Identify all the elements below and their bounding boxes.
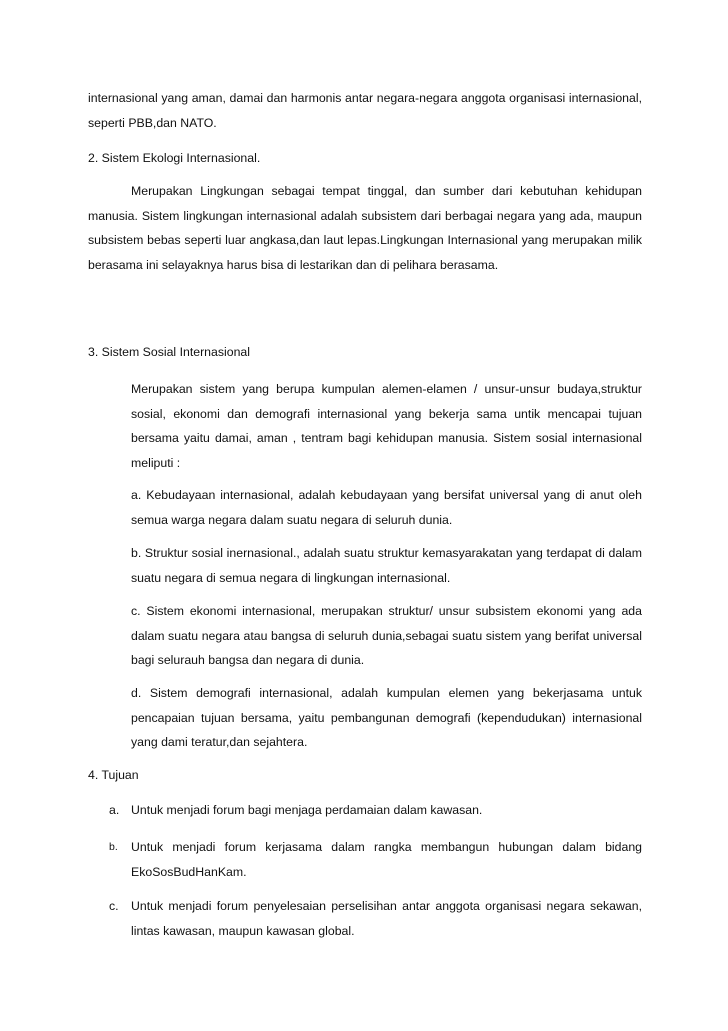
heading-tujuan: 4. Tujuan bbox=[88, 768, 139, 782]
paragraph-ekologi: Merupakan Lingkungan sebagai tempat tinggal, dan sumber dari kebutuhan kehidupan manusia. Sistem lingkungan internasional adalah subsistem dari berbagai negara yang ada, maupun subsistem bebas seperti luar angkasa,dan laut lepas.Lingkungan Internasional yang merupakan milik berasama ini selayaknya harus bisa di lestarikan dan di pelihara berasama. bbox=[88, 184, 642, 272]
paragraph-intro: internasional yang aman, damai dan harmonis antar negara-negara anggota organisasi internasional, seperti PBB,dan NATO. bbox=[88, 91, 642, 130]
list-label: a. bbox=[109, 803, 120, 817]
list-text: Untuk menjadi forum kerjasama dalam rangka membangun hubungan dalam bidang EkoSosBudHanKam. bbox=[131, 840, 642, 879]
paragraph-ekonomi: c. Sistem ekonomi internasional, merupakan struktur/ unsur subsistem ekonomi yang ada dalam suatu negara atau bangsa di seluruh dunia,sebagai suatu sistem yang berifat universal bagi selurauh bangsa dan negara di dunia. bbox=[131, 604, 642, 667]
heading-sosial: 3. Sistem Sosial Internasional bbox=[88, 345, 250, 359]
list-label: b. bbox=[109, 841, 118, 853]
list-label: c. bbox=[109, 899, 119, 913]
paragraph-kebudayaan: a. Kebudayaan internasional, adalah kebudayaan yang bersifat universal yang di anut oleh semua warga negara dalam suatu negara di seluruh dunia. bbox=[131, 488, 642, 527]
list-text: Untuk menjadi forum penyelesaian perselisihan antar anggota organisasi negara sekawan, lintas kawasan, maupun kawasan global. bbox=[131, 899, 642, 938]
paragraph-demografi: d. Sistem demografi internasional, adalah kumpulan elemen yang bekerjasama untuk pencapaian tujuan bersama, yaitu pembangunan demografi (kependudukan) internasional yang dami teratur,dan sejahtera. bbox=[131, 686, 642, 749]
heading-ekologi: 2. Sistem Ekologi Internasional. bbox=[88, 151, 261, 165]
paragraph-sosial: Merupakan sistem yang berupa kumpulan alemen-elamen / unsur-unsur budaya,struktur sosial, ekonomi dan demografi internasional yang bekerja sama untik mencapai tujuan bersama yaitu damai, aman , tentram bagi kehidupan manusia. Sistem sosial internasional meliputi : bbox=[131, 382, 642, 470]
list-text: Untuk menjadi forum bagi menjaga perdamaian dalam kawasan. bbox=[131, 803, 483, 817]
paragraph-struktur-sosial: b. Struktur sosial inernasional., adalah suatu struktur kemasyarakatan yang terdapat di dalam suatu negara di semua negara di lingkungan internasional. bbox=[131, 546, 642, 585]
